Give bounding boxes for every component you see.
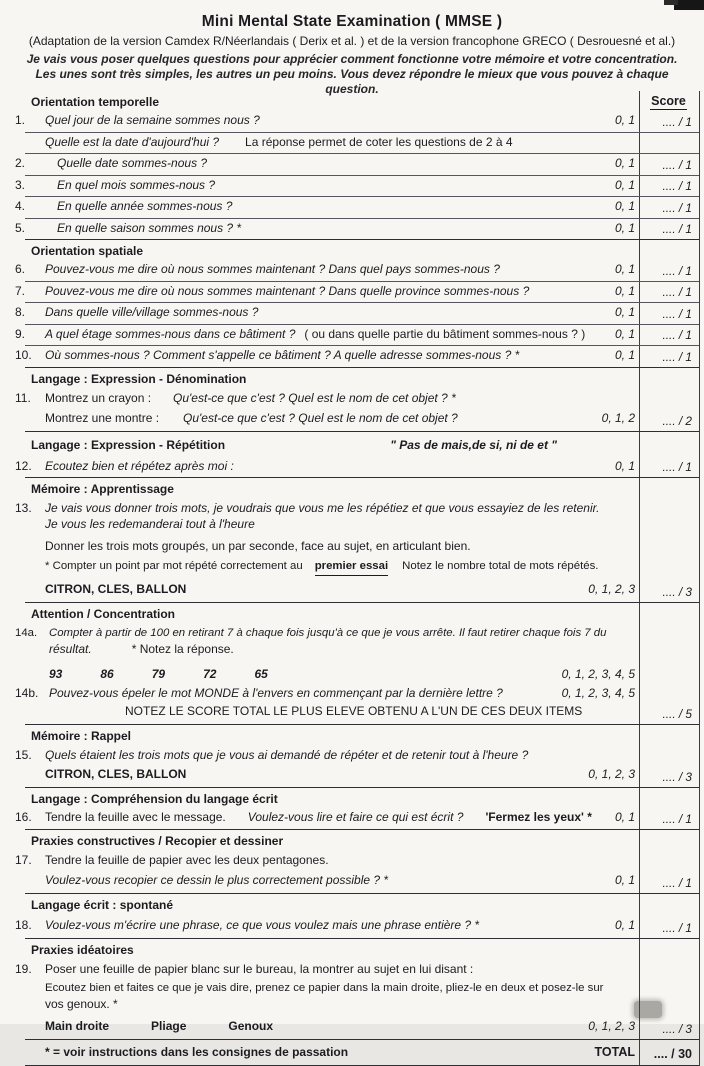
- sub-question-text: Quelle est la date d'aujourd'hui ?: [45, 134, 220, 149]
- question-text: A quel étage sommes-nous dans ce bâtiment ?: [45, 326, 296, 341]
- memory-words: CITRON, CLES, BALLON: [45, 582, 187, 596]
- section-row-praxies-ideatoires: [25, 939, 699, 959]
- score-code: 0, 1: [614, 458, 635, 473]
- question-row-6: [15, 260, 699, 282]
- score-cell: .... / 1: [639, 154, 699, 175]
- task-steps: Main droite Pliage Genoux: [45, 1019, 274, 1033]
- instruction-text: * Compter un point par mot répété correctement au: [45, 560, 303, 572]
- question-row-14: [15, 623, 699, 725]
- score-column-header: Score: [639, 91, 699, 111]
- score-code: 0, 1: [614, 156, 635, 170]
- score-cell: .... / 2: [639, 388, 699, 431]
- score-code: 0, 1, 2, 3: [588, 767, 635, 781]
- question-text: Quelle date sommes-nous ?: [57, 156, 208, 170]
- form-header: [0, 0, 704, 97]
- question-number: 5.: [15, 220, 26, 235]
- question-number: 15.: [15, 748, 32, 762]
- section-row-praxies-constructives: [25, 830, 699, 850]
- question-number: 2.: [15, 156, 26, 170]
- question-number: 16.: [15, 810, 32, 824]
- instruction-text: vos genoux. *: [45, 997, 118, 1011]
- score-cell: [639, 368, 699, 388]
- question-row-17: [15, 850, 699, 894]
- section-header: Praxies idéatoires: [31, 943, 134, 957]
- total-row: [25, 1040, 699, 1066]
- question-row-8: [15, 303, 699, 325]
- instruction-text: Notez le nombre total de mots répétés.: [402, 560, 599, 572]
- question-row-10: [15, 346, 699, 368]
- question-number: 10.: [15, 348, 32, 362]
- question-text: Quel jour de la semaine sommes nous ?: [45, 113, 260, 127]
- question-number: 14a.: [15, 627, 38, 639]
- question-row-9: [15, 325, 699, 347]
- section-row-rappel: [25, 725, 699, 745]
- repetition-phrase: " Pas de mais,de si, ni de et ": [390, 437, 557, 452]
- question-text: En quelle année sommes-nous ?: [57, 199, 233, 213]
- score-cell: .... / 1: [639, 850, 699, 893]
- question-text: Compter à partir de 100 en retirant 7 à chaque fois jusqu'à ce que je vous arrête. Il faut retirer chaque fois 7 du: [49, 627, 607, 639]
- score-code: 0, 1: [614, 262, 635, 276]
- instruction-text: Ecoutez bien et faites ce que je vais dire, prenez ce papier dans la main droite, pliez-le en deux et posez-le sur: [45, 982, 604, 994]
- score-cell: .... / 1: [639, 176, 699, 197]
- score-cell: [639, 432, 699, 457]
- score-cell: .... / 1: [639, 219, 699, 240]
- section-header: Orientation spatiale: [31, 244, 144, 258]
- score-cell: [639, 788, 699, 808]
- score-cell: .... / 1: [639, 303, 699, 324]
- section-row-repetition: [25, 432, 699, 457]
- section-row-orientation-temporelle: [25, 91, 699, 111]
- instruction-note: * Notez la réponse.: [131, 642, 234, 656]
- score-code: 0, 1, 2, 3, 4, 5: [561, 667, 635, 681]
- score-cell: [639, 240, 699, 260]
- score-cell: [639, 939, 699, 959]
- question-text: En quelle saison sommes nous ? *: [57, 220, 242, 235]
- score-cell: .... / 3: [639, 959, 699, 1039]
- score-cell: .... / 1: [639, 457, 699, 478]
- question-number: 7.: [15, 283, 26, 298]
- section-header: Langage écrit : spontané: [31, 897, 174, 912]
- question-row-7: [15, 282, 699, 304]
- score-code: 0, 1: [614, 326, 635, 341]
- question-text: Où sommes-nous ? Comment s'appelle ce bâtiment ? A quelle adresse sommes-nous ? *: [45, 348, 520, 362]
- question-text: Voulez-vous lire et faire ce qui est écrit ?: [247, 810, 464, 824]
- score-code: 0, 1: [614, 220, 635, 235]
- question-text: Quels étaient les trois mots que je vous ai demandé de répéter et de retenir tout à l'heure ?: [45, 748, 529, 762]
- score-cell: .... / 5: [639, 623, 699, 724]
- message-text: 'Fermez les yeux' *: [485, 810, 592, 824]
- question-number: 6.: [15, 262, 26, 276]
- section-header: Langage : Expression - Dénomination: [31, 371, 247, 386]
- score-cell: .... / 1: [639, 325, 699, 346]
- scoring-rule: NOTEZ LE SCORE TOTAL LE PLUS ELEVE OBTENU A L'UN DE CES DEUX ITEMS: [125, 704, 583, 718]
- score-code: 0, 1: [614, 113, 635, 127]
- subtraction-sequence: 93 86 79 72 65: [49, 667, 268, 681]
- question-number: 18.: [15, 917, 32, 932]
- question-row-3: [15, 176, 699, 198]
- question-row-16: [15, 808, 699, 830]
- score-code: 0, 1, 2, 3: [588, 1019, 635, 1033]
- section-header: Attention / Concentration: [31, 607, 175, 621]
- scan-artifact-top-right: [674, 0, 704, 10]
- total-label: TOTAL: [594, 1045, 635, 1059]
- instruction-text: Tendre la feuille de papier avec les deux pentagones.: [45, 852, 329, 867]
- question-text: résultat.: [49, 642, 92, 656]
- question-text: Je vous les redemanderai tout à l'heure: [45, 517, 255, 531]
- question-number: 19.: [15, 962, 32, 976]
- instruction-label: Tendre la feuille avec le message.: [45, 810, 226, 824]
- question-text: Qu'est-ce que c'est ? Quel est le nom de cet objet ? *: [173, 390, 456, 405]
- question-number: 1.: [15, 113, 26, 127]
- question-text: Qu'est-ce que c'est ? Quel est le nom de cet objet ?: [183, 410, 458, 425]
- score-cell: [639, 478, 699, 498]
- question-row-4: [15, 197, 699, 219]
- section-row-langage-ecrit: [25, 894, 699, 914]
- question-row-13: [15, 498, 699, 603]
- emphasis-premier-essai: premier essai: [315, 558, 388, 576]
- question-row-12: [15, 457, 699, 479]
- score-cell: [639, 894, 699, 914]
- question-number: 9.: [15, 326, 26, 341]
- question-row-1b: [25, 133, 699, 155]
- question-number: 17.: [15, 852, 32, 867]
- score-cell: .... / 1: [639, 914, 699, 939]
- score-cell: [639, 603, 699, 623]
- score-code: 0, 1, 2: [601, 410, 635, 425]
- question-number: 11.: [15, 390, 31, 405]
- section-row-apprentissage: [25, 478, 699, 498]
- section-header: Praxies constructives / Recopier et dessiner: [31, 833, 284, 848]
- question-number: 3.: [15, 177, 26, 192]
- question-text: Ecoutez bien et répétez après moi :: [45, 458, 234, 473]
- score-cell: .... / 1: [639, 346, 699, 367]
- footnote: * = voir instructions dans les consignes de passation: [45, 1045, 349, 1059]
- section-row-comprehension: [25, 788, 699, 808]
- question-text: Voulez-vous m'écrire une phrase, ce que vous voulez mais une phrase entière ? *: [45, 917, 480, 932]
- question-text: En quel mois sommes-nous ?: [57, 177, 216, 192]
- section-header: Langage : Compréhension du langage écrit: [31, 792, 278, 806]
- question-row-18: [15, 914, 699, 940]
- question-row-1: [15, 111, 699, 133]
- score-code: 0, 1: [614, 810, 635, 824]
- question-number: 4.: [15, 199, 26, 213]
- question-text: Pouvez-vous me dire où nous sommes maintenant ? Dans quelle province sommes-nous ?: [45, 283, 530, 298]
- score-cell: .... / 3: [639, 498, 699, 602]
- section-header: Langage : Expression - Répétition: [31, 437, 226, 452]
- score-code: 0, 1: [614, 199, 635, 213]
- instruction-note: La réponse permet de coter les questions de 2 à 4: [245, 134, 513, 149]
- score-code: 0, 1: [614, 177, 635, 192]
- page-title: Mini Mental State Examination ( MMSE ): [201, 13, 503, 30]
- section-row-attention: [25, 603, 699, 623]
- question-text: Dans quelle ville/village sommes-nous ?: [45, 305, 259, 319]
- question-text: Pouvez-vous me dire où nous sommes maintenant ? Dans quel pays sommes-nous ?: [45, 262, 500, 276]
- instruction-text: Poser une feuille de papier blanc sur le bureau, la montrer au sujet en lui disant :: [45, 962, 474, 976]
- section-header: Mémoire : Apprentissage: [31, 482, 174, 496]
- instruction-label: Montrez une montre :: [45, 410, 160, 425]
- score-cell: .... / 1: [639, 260, 699, 281]
- score-code: 0, 1: [614, 872, 635, 887]
- score-cell: [639, 725, 699, 745]
- question-row-15: [15, 745, 699, 788]
- question-row-5: [15, 219, 699, 241]
- instruction-label: Montrez un crayon :: [45, 390, 152, 405]
- section-row-orientation-spatiale: [25, 240, 699, 260]
- instruction-text: Donner les trois mots groupés, un par seconde, face au sujet, en articulant bien.: [45, 539, 471, 553]
- instruction-note: ( ou dans quelle partie du bâtiment sommes-nous ? ): [304, 326, 586, 341]
- score-code: 0, 1: [614, 917, 635, 932]
- page-subtitle: (Adaptation de la version Camdex R/Néerlandais ( Derix et al. ) et de la version francophone GRECO ( Desrouesné et al.): [28, 34, 676, 48]
- question-number: 14b.: [15, 686, 39, 700]
- score-cell: .... / 1: [639, 197, 699, 218]
- scan-artifact-top-right-2: [664, 0, 678, 5]
- question-number: 13.: [15, 501, 32, 515]
- question-row-2: [15, 154, 699, 176]
- score-code: 0, 1: [614, 305, 635, 319]
- question-text: Voulez-vous recopier ce dessin le plus correctement possible ? *: [45, 872, 389, 887]
- memory-words: CITRON, CLES, BALLON: [45, 767, 187, 781]
- score-code: 0, 1, 2, 3, 4, 5: [561, 686, 635, 700]
- total-score-cell: .... / 30: [639, 1040, 699, 1065]
- score-code: 0, 1, 2, 3: [588, 582, 635, 596]
- intro-text: Je vais vous poser quelques questions pour apprécier comment fonctionne votre mémoire et votre concentration. Les unes sont très simples, les autres un peu moins. Vous devez répondre le mieux que vous pouvez à chaque question.: [26, 52, 678, 96]
- score-code: 0, 1: [614, 283, 635, 298]
- score-cell: .... / 1: [639, 808, 699, 829]
- section-row-denomination: [25, 368, 699, 388]
- mmse-table: [15, 91, 700, 1066]
- question-row-19: [15, 959, 699, 1040]
- question-number: 8.: [15, 305, 26, 319]
- question-row-11: [15, 388, 699, 432]
- score-cell: [639, 830, 699, 850]
- score-cell: [639, 133, 699, 154]
- question-text: Pouvez-vous épeler le mot MONDE à l'envers en commençant par la dernière lettre ?: [49, 686, 503, 700]
- section-header: Orientation temporelle: [31, 95, 160, 109]
- score-cell: .... / 1: [639, 111, 699, 132]
- score-cell: .... / 3: [639, 745, 699, 787]
- section-header: Mémoire : Rappel: [31, 729, 132, 743]
- question-text: Je vais vous donner trois mots, je voudrais que vous me les répétiez et que vous essayiez de les retenir.: [45, 501, 600, 515]
- score-code: 0, 1: [614, 348, 635, 362]
- score-cell: .... / 1: [639, 282, 699, 303]
- question-number: 12.: [15, 458, 32, 473]
